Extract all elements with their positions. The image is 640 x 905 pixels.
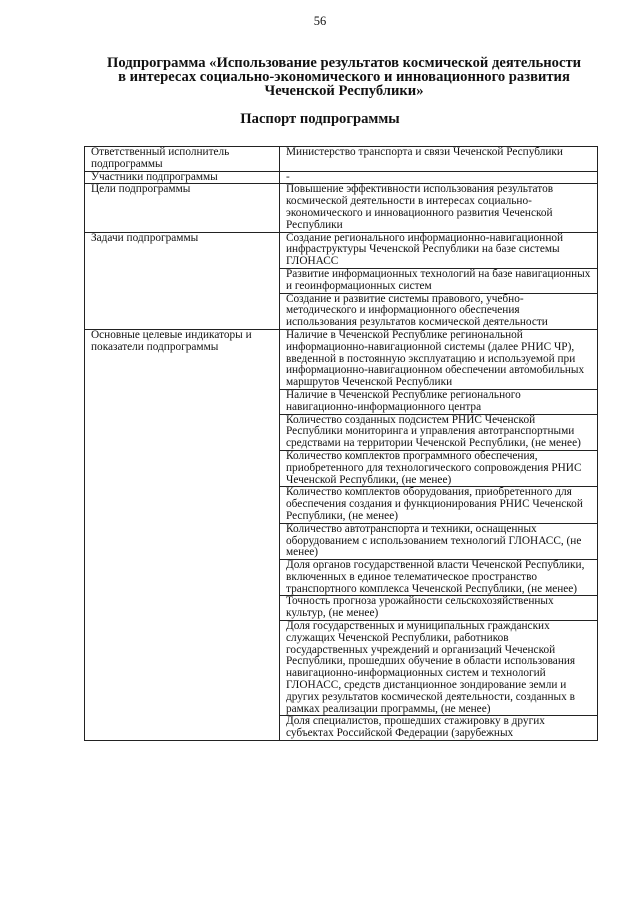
table-row [85,184,598,232]
subprogram-title-line: Чеченской Республики» [264,83,424,99]
table-row [85,147,598,172]
row-label: Основные целевые индикаторы и показатели подпрограммы [85,329,280,740]
indicator-item: Количество автотранспорта и техники, оснащенных оборудованием с использованием технологий ГЛОНАСС, (не менее) [280,523,598,559]
row-label: Цели подпрограммы [85,184,280,232]
passport-table [84,146,598,741]
row-value: - [280,171,598,184]
task-item: Создание регионального информационно-навигационной инфраструктуры Чеченской Республики на базе системы ГЛОНАСС [280,232,598,268]
table-row [85,329,598,389]
subprogram-title-line: в интересах социально-экономического и инновационного развития [118,69,570,85]
indicator-item: Наличие в Чеченской Республике регинональной информационно-навигационной системы (далее РНИС ЧР), введенной в постоянную эксплуатацию и используемой при информационно-навигационном обеспечении автомобильных маршрутов Чеченской Республики [280,329,598,389]
table-row [85,232,598,268]
table-row [85,171,598,184]
indicator-item: Доля органов государственной власти Чеченской Республики, включенных в единое телематическое пространство транспортного комплекса Чеченской Республики, (не менее) [280,560,598,596]
indicator-item: Точность прогноза урожайности сельскохозяйственных культур, (не менее) [280,596,598,621]
indicator-item: Количество комплектов программного обеспечения, приобретенного для технологического сопровождения РНИС Чеченской Республики, (не менее) [280,450,598,486]
task-item: Развитие информационных технологий на базе навигационных и геоинформационных систем [280,268,598,293]
row-label: Ответственный исполнитель подпрограммы [85,147,280,172]
subprogram-title [60,56,628,98]
subprogram-title-line: Подпрограмма «Использование результатов космической деятельности [106,55,582,71]
indicator-item: Количество комплектов оборудования, приобретенного для обеспечения создания и функционирования РНИС Чеченской Республики, (не менее) [280,487,598,523]
indicator-item: Количество созданных подсистем РНИС Чеченской Республики мониторинга и управления автотранспортными средствами на территории Чеченской Республики, (не менее) [280,414,598,450]
indicator-item: Наличие в Чеченской Республике регионального навигационно-информационного центра [280,389,598,414]
task-item: Создание и развитие системы правового, учебно-методического и информационного обеспечения использования результатов космической деятельности [280,293,598,329]
row-value: Министерство транспорта и связи Чеченской Республики [280,147,598,172]
indicator-item: Доля государственных и муниципальных гражданских служащих Чеченской Республики, работников государственных учреждений и организаций Чеченской Республики, прошедших обучение в области использования навигационно-информационных систем и технологий ГЛОНАСС, средств дистанционное зондирование земли и других результатов космической деятельности, созданных в рамках реализации программы, (не менее) [280,621,598,716]
row-label: Участники подпрограммы [85,171,280,184]
row-label: Задачи подпрограммы [85,232,280,329]
row-value: Повышение эффективности использования результатов космической деятельности в интересах социально-экономического и инновационного развития Чеченской Республики [280,184,598,232]
indicator-item: Доля специалистов, прошедших стажировку в других субъектах Российской Федерации (зарубежных [280,716,598,741]
passport-heading: Паспорт подпрограммы [240,111,400,127]
page-number: 56 [313,14,327,28]
